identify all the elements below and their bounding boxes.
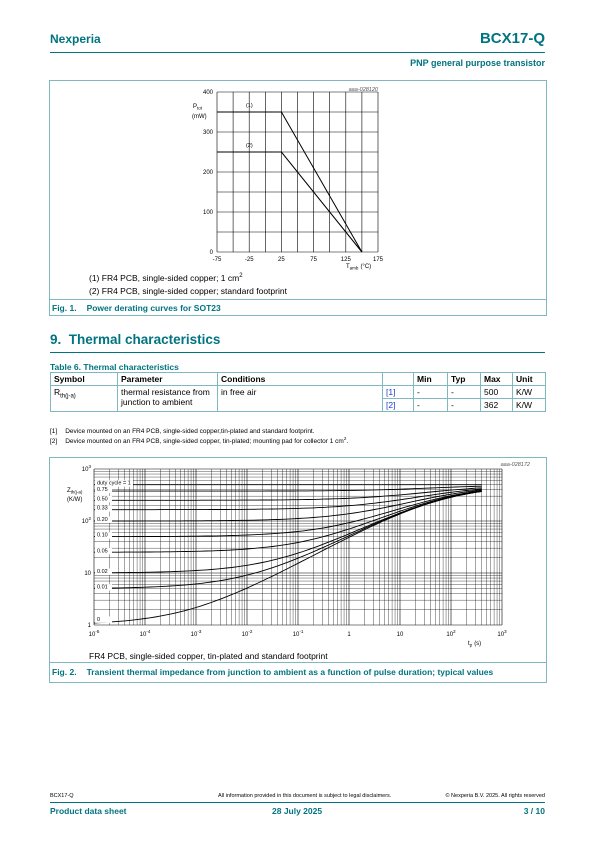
x-tick-label: -25: [244, 257, 254, 263]
col-max: Max: [481, 373, 513, 386]
fig1-note-1: (1) FR4 PCB, single-sided copper; 1 $cm^2$: [89, 273, 243, 283]
thermal-table: [50, 372, 546, 412]
footnote-1: [1] Device mounted on an FR4 PCB, single-sided copper,tin-plated and standard footprint.: [50, 428, 315, 435]
derating-curve: [217, 112, 362, 252]
fig2-x-label: $t_p$ (s): [468, 641, 482, 648]
figure-1-ref: aaa-028120: [348, 87, 378, 93]
power-derating-chart: [180, 82, 410, 272]
y-tick-label: 0: [209, 250, 213, 256]
y-tick-label: 300: [202, 130, 213, 136]
table-row: $R_{th(j-a)}$ thermal resistance from junction to ambient in free air [1] - - 500 K/W: [51, 386, 546, 399]
col-conditions: Conditions: [218, 373, 383, 386]
col-symbol: Symbol: [51, 373, 118, 386]
y-tick-label: 1: [87, 623, 91, 629]
impedance-curve: [94, 491, 482, 588]
brand-logo: Nexperia: [50, 32, 101, 46]
y-tick-label: 100: [202, 210, 213, 216]
x-tick-label: $10^{-4}$: [139, 629, 151, 638]
footer-copyright: © Nexperia B.V. 2025. All rights reserved: [445, 793, 545, 799]
col-unit: Unit: [513, 373, 546, 386]
y-tick-label: 10: [84, 571, 91, 577]
x-tick-label: 125: [340, 257, 351, 263]
footnote-link-1[interactable]: [1]: [383, 386, 414, 399]
col-parameter: Parameter: [118, 373, 218, 386]
duty-cycle-label: 0.33: [97, 505, 108, 512]
x-tick-label: 10: [396, 632, 404, 638]
x-tick-label: 75: [310, 257, 317, 263]
col-typ: Typ: [448, 373, 481, 386]
footer-disclaimer: All information provided in this document is subject to legal disclaimers.: [218, 793, 392, 799]
x-tick-label: 1: [347, 632, 351, 638]
y-tick-label: 200: [202, 170, 213, 176]
y-tick-label: 400: [202, 90, 213, 96]
x-tick-label: $10^{-5}$: [88, 629, 100, 638]
impedance-curve: [94, 491, 482, 537]
footer-rule: [50, 802, 545, 803]
doc-subtitle: PNP general purpose transistor: [410, 58, 545, 68]
footnote-2: [2] Device mounted on an FR4 PCB, single-sided copper, tin-plated; mounting pad for collector 1 $cm^2$.: [50, 436, 349, 446]
footer-date: 28 July 2025: [272, 806, 323, 816]
figure-2-ref: aaa-028172: [500, 462, 530, 468]
section-heading: 9. Thermal characteristics: [50, 332, 221, 347]
duty-cycle-label: 0.20: [97, 517, 108, 523]
transient-impedance-chart: [62, 459, 532, 654]
y-tick-label: $10^2$: [81, 516, 91, 525]
section-rule: [50, 352, 545, 353]
header-rule: [50, 52, 545, 53]
derating-curve: [217, 152, 362, 252]
duty-cycle-label: 0.10: [97, 532, 108, 539]
footnote-link-2[interactable]: [2]: [383, 399, 414, 412]
x-tick-label: $10^{-2}$: [241, 629, 253, 638]
x-tick-label: 175: [372, 257, 384, 263]
duty-cycle-label: 0: [97, 616, 101, 623]
part-number: BCX17-Q: [479, 30, 545, 47]
footer-doc: BCX17-Q: [50, 793, 74, 799]
fig2-y-label: $Z_{th(j-a)}$: [67, 488, 83, 495]
duty-cycle-label: duty cycle = 1: [97, 480, 131, 487]
x-tick-label: -75: [212, 257, 222, 263]
fig1-note-2: (2) FR4 PCB, single-sided copper; standard footprint: [89, 286, 287, 296]
fig1-x-label: $T_{amb}$ (°C): [346, 264, 372, 271]
fig1-caption: Fig. 1. Power derating curves for SOT23: [52, 303, 221, 313]
duty-cycle-label: 0.50: [97, 496, 108, 503]
curve-label: (1): [245, 103, 253, 109]
x-tick-label: $10^3$: [497, 629, 507, 638]
impedance-curve: [94, 486, 482, 494]
cell-conditions: in free air: [218, 386, 383, 412]
fig1-caption-rule: [49, 299, 546, 300]
table-header-row: [51, 373, 546, 386]
y-tick-label: $10^3$: [81, 464, 91, 473]
x-tick-label: $10^{-1}$: [292, 629, 304, 638]
fig1-y-label: $P_{tot}$: [193, 104, 203, 111]
duty-cycle-label: 0.75: [97, 487, 108, 494]
x-tick-label: 25: [278, 257, 285, 263]
footer-type: Product data sheet: [50, 806, 127, 816]
table-caption: Table 6. Thermal characteristics: [50, 362, 179, 372]
duty-cycle-label: 0.02: [97, 569, 108, 575]
duty-cycle-label: 0.05: [97, 548, 108, 555]
footer-page: 3 / 10: [523, 806, 545, 816]
table-row: [2] - - 362 K/W: [51, 399, 546, 412]
curve-label: (2): [245, 143, 253, 149]
cell-parameter: thermal resistance from junction to ambient: [118, 386, 218, 412]
fig2-note: FR4 PCB, single-sided copper, tin-plated and standard footprint: [89, 651, 328, 661]
fig2-y-unit: (K/W): [67, 497, 83, 503]
cell-symbol: $R_{th(j-a)}$: [51, 386, 118, 412]
x-tick-label: $10^{-3}$: [190, 629, 202, 638]
fig2-caption: Fig. 2. Transient thermal impedance from junction to ambient as a function of pulse duration; typical values: [52, 667, 494, 677]
duty-cycle-label: 0.01: [97, 584, 108, 591]
col-min: Min: [414, 373, 448, 386]
fig2-caption-rule: [49, 662, 546, 663]
x-tick-label: $10^2$: [446, 629, 456, 638]
col-ref: [383, 373, 414, 386]
fig1-y-unit: (mW): [192, 114, 207, 120]
